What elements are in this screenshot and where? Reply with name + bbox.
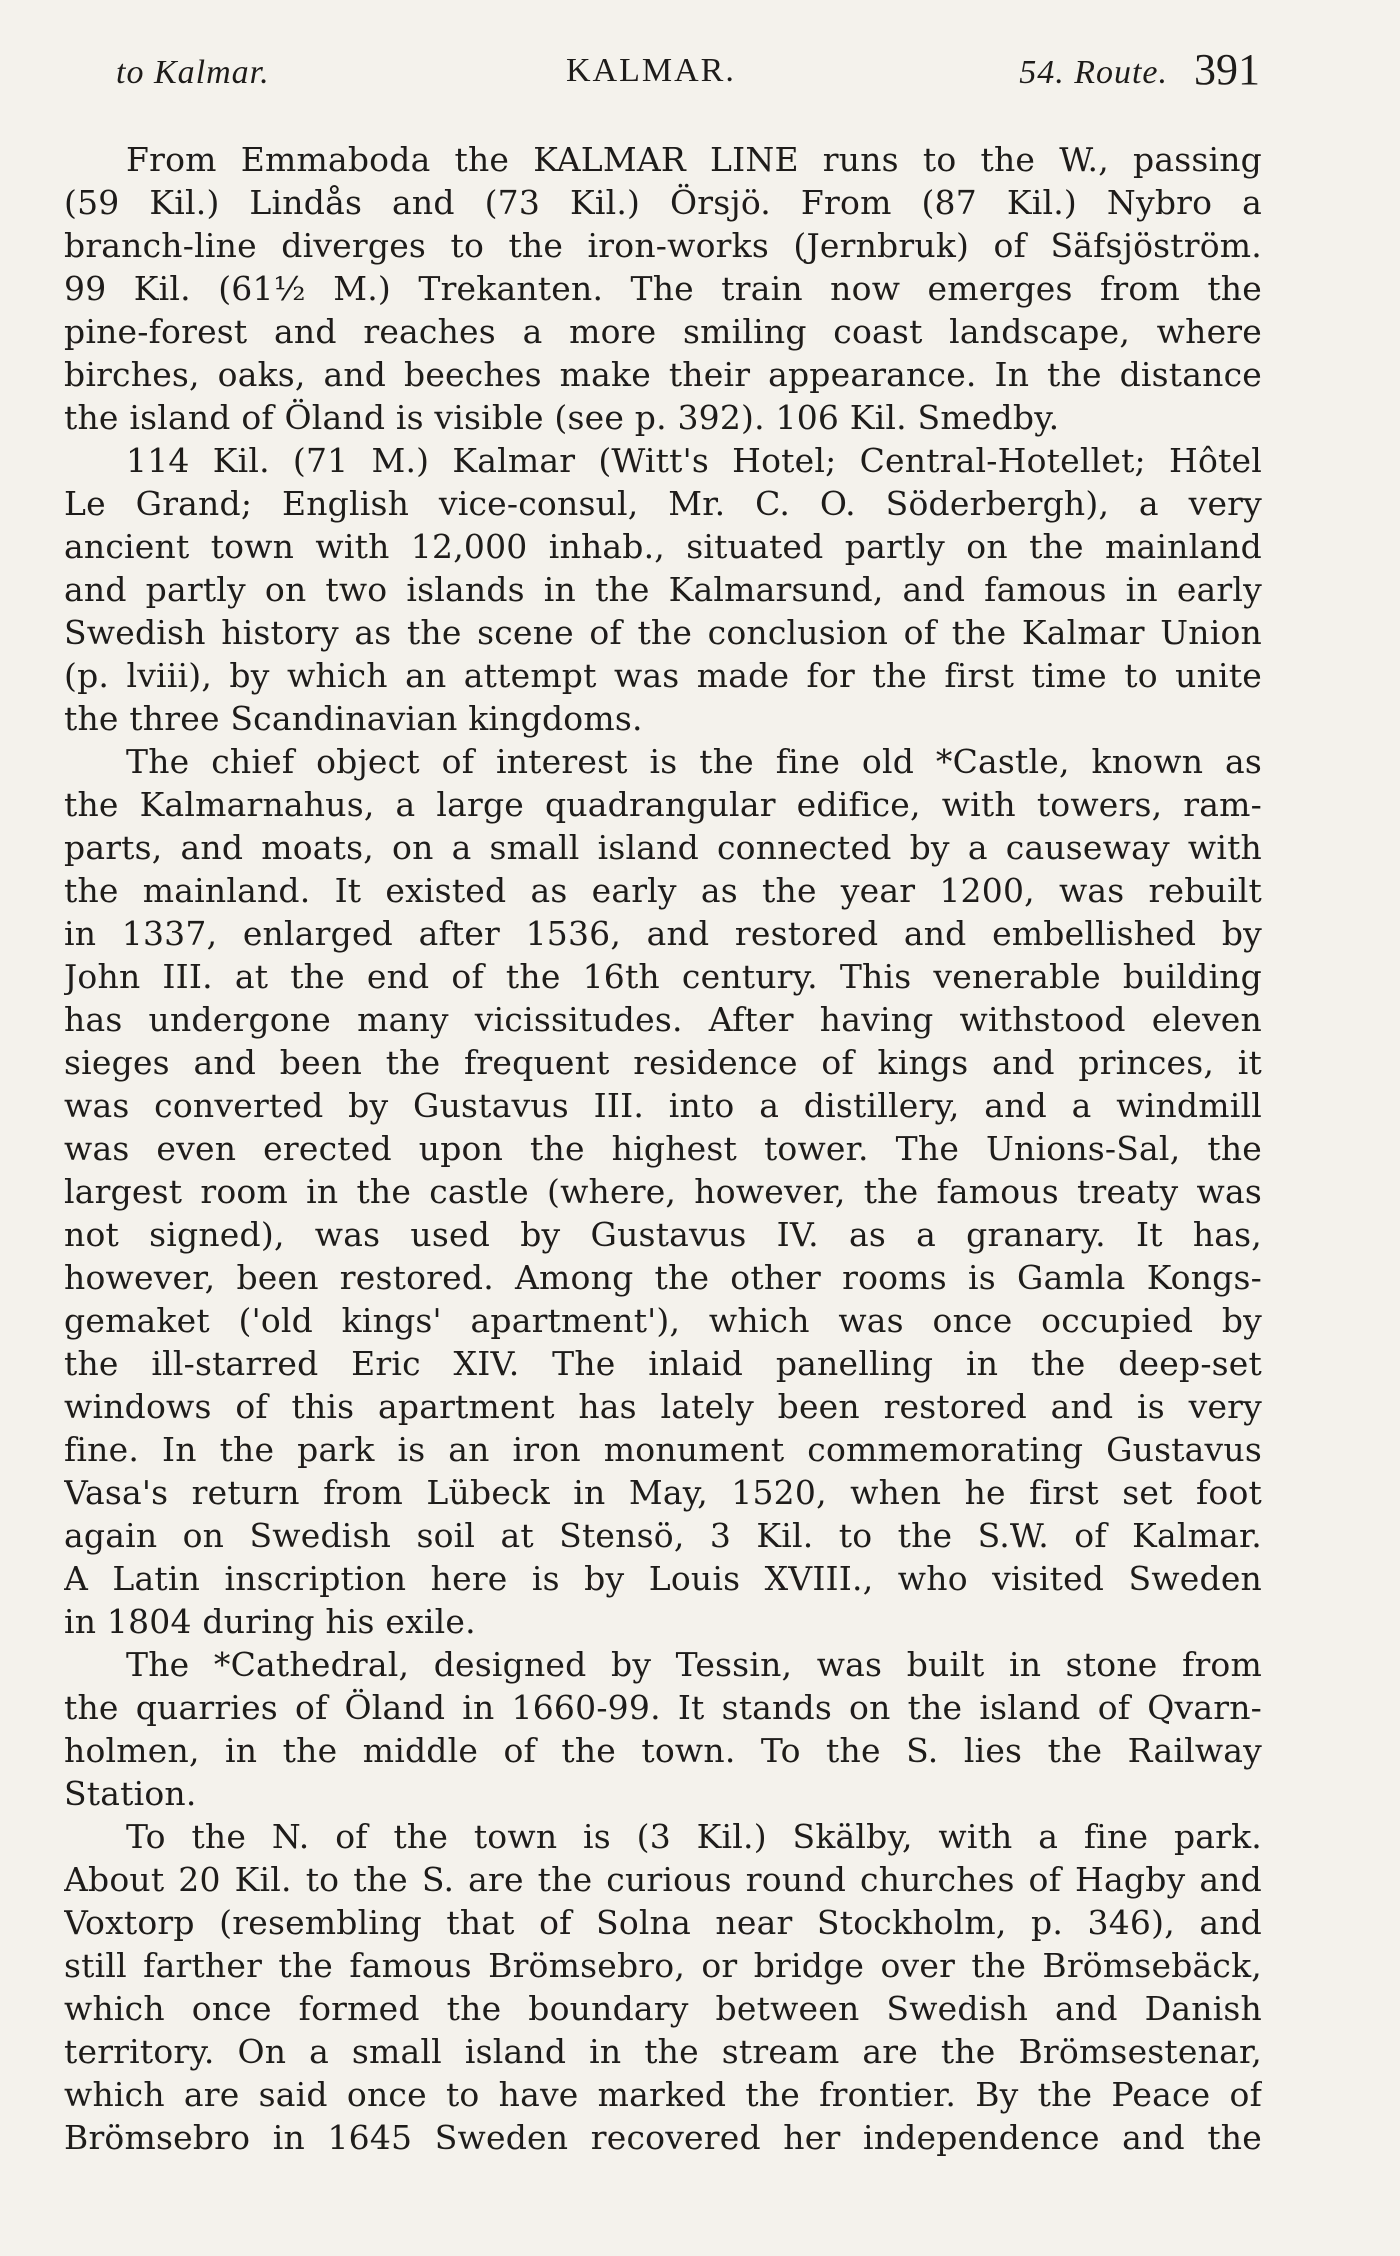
text-line: has undergone many vicissitudes. After having withstood eleven: [64, 1000, 1262, 1039]
text-line: The chief object of interest is the fine old *Castle, known as: [126, 742, 1262, 781]
text-line: the ill-starred Eric XIV. The inlaid panelling in the deep-set: [64, 1344, 1262, 1383]
text-line: which once formed the boundary between Swedish and Danish: [64, 1989, 1262, 2028]
text-line: A Latin inscription here is by Louis XVIII., who visited Sweden: [64, 1559, 1262, 1598]
text-line: again on Swedish soil at Stensö, 3 Kil. to the S.W. of Kalmar.: [64, 1516, 1262, 1555]
text-line: Voxtorp (resembling that of Solna near Stockholm, p. 346), and: [64, 1903, 1262, 1942]
text-line: territory. On a small island in the stream are the Brömsestenar,: [64, 2032, 1262, 2071]
text-line: still farther the famous Brömsebro, or bridge over the Brömsebäck,: [64, 1946, 1262, 1985]
text-line: About 20 Kil. to the S. are the curious round churches of Hagby and: [64, 1860, 1262, 1899]
text-line: fine. In the park is an iron monument commemorating Gustavus: [64, 1430, 1262, 1469]
text-line: however, been restored. Among the other rooms is Gamla Kongs-: [64, 1258, 1262, 1297]
text-line: in 1337, enlarged after 1536, and restored and embellished by: [64, 914, 1262, 953]
text-line: 114 Kil. (71 M.) Kalmar (Witt's Hotel; Central-Hotellet; Hôtel: [126, 441, 1262, 480]
text-line: The *Cathedral, designed by Tessin, was built in stone from: [126, 1645, 1262, 1684]
text-line: sieges and been the frequent residence of kings and princes, it: [64, 1043, 1262, 1082]
text-line: Brömsebro in 1645 Sweden recovered her independence and the: [64, 2118, 1262, 2157]
text-line: ancient town with 12,000 inhab., situated partly on the mainland: [64, 527, 1262, 566]
text-line: John III. at the end of the 16th century. This venerable building: [64, 957, 1262, 996]
text-line: birches, oaks, and beeches make their appearance. In the distance: [64, 355, 1262, 394]
text-line: holmen, in the middle of the town. To the S. lies the Railway: [64, 1731, 1262, 1770]
text-line: the quarries of Öland in 1660-99. It stands on the island of Qvarn-: [64, 1688, 1262, 1727]
text-line: (59 Kil.) Lindås and (73 Kil.) Örsjö. From (87 Kil.) Nybro a: [64, 183, 1262, 222]
text-line: Vasa's return from Lübeck in May, 1520, when he first set foot: [64, 1473, 1262, 1512]
text-line: in 1804 during his exile.: [64, 1602, 476, 1641]
text-line: (p. lviii), by which an attempt was made for the first time to unite: [64, 656, 1262, 695]
text-line: largest room in the castle (where, however, the famous treaty was: [64, 1172, 1262, 1211]
text-line: pine-forest and reaches a more smiling coast landscape, where: [64, 312, 1262, 351]
text-line: From Emmaboda the KALMAR LINE runs to the W., passing: [126, 140, 1262, 179]
text-line: was converted by Gustavus III. into a distillery, and a windmill: [64, 1086, 1262, 1125]
text-line: Station.: [64, 1774, 197, 1813]
text-line: 99 Kil. (61½ M.) Trekanten. The train now emerges from the: [64, 269, 1262, 308]
text-line: parts, and moats, on a small island connected by a causeway with: [64, 828, 1262, 867]
text-line: Le Grand; English vice-consul, Mr. C. O. Söderbergh), a very: [64, 484, 1262, 523]
text-line: the Kalmarnahus, a large quadrangular edifice, with towers, ram-: [64, 785, 1262, 824]
text-line: windows of this apartment has lately been restored and is very: [64, 1387, 1262, 1426]
page-number: 391: [1194, 45, 1260, 94]
header-left: to Kalmar.: [116, 54, 270, 91]
running-header: [66, 44, 1260, 104]
text-line: the three Scandinavian kingdoms.: [64, 699, 643, 738]
text-line: the island of Öland is visible (see p. 392). 106 Kil. Smedby.: [64, 398, 1060, 437]
text-line: To the N. of the town is (3 Kil.) Skälby, with a fine park.: [126, 1817, 1262, 1856]
text-line: gemaket ('old kings' apartment'), which was once occupied by: [64, 1301, 1262, 1340]
header-title: KALMAR.: [566, 52, 736, 89]
header-route: 54. Route.: [1019, 54, 1168, 91]
text-line: was even erected upon the highest tower. The Unions-Sal, the: [64, 1129, 1262, 1168]
text-line: not signed), was used by Gustavus IV. as a granary. It has,: [64, 1215, 1262, 1254]
text-line: the mainland. It existed as early as the year 1200, was rebuilt: [64, 871, 1262, 910]
body-text: [64, 138, 1262, 2159]
text-line: which are said once to have marked the frontier. By the Peace of: [64, 2075, 1262, 2114]
text-line: Swedish history as the scene of the conclusion of the Kalmar Union: [64, 613, 1262, 652]
text-line: branch-line diverges to the iron-works (Jernbruk) of Säfsjöström.: [64, 226, 1262, 265]
text-line: and partly on two islands in the Kalmarsund, and famous in early: [64, 570, 1262, 609]
